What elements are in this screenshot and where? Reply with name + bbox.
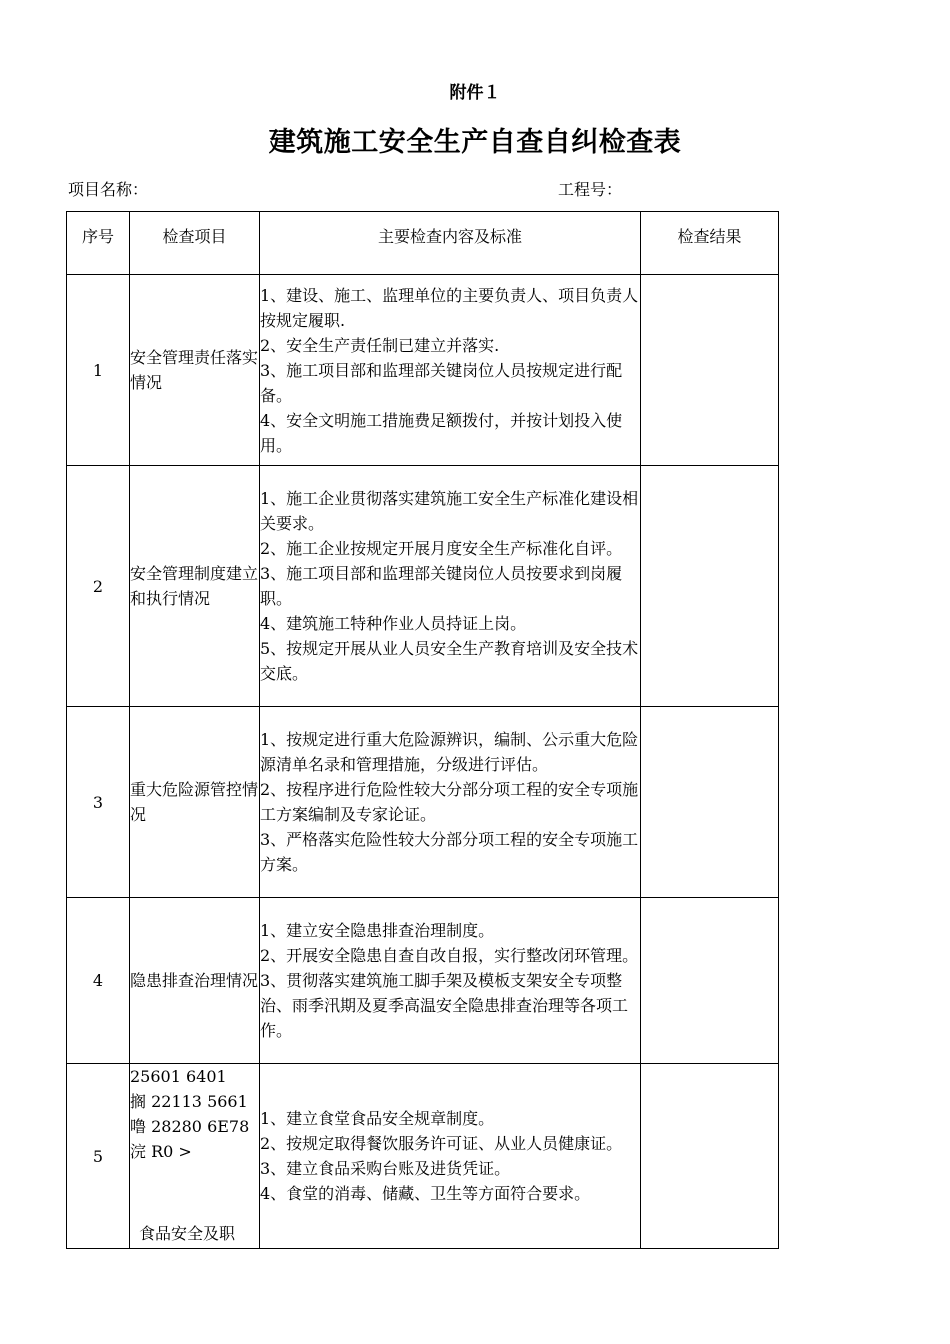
check-content — [260, 275, 641, 466]
project-code-label: 工程号： — [558, 180, 623, 199]
check-result-cell[interactable] — [641, 275, 779, 466]
check-result-cell[interactable] — [641, 466, 779, 707]
check-result-cell[interactable] — [641, 707, 779, 898]
content-line: 5、按规定开展从业人员安全生产教育培训及安全技术交底。 — [260, 639, 639, 683]
content-line: 2、按规定取得餐饮服务许可证、从业人员健康证。 — [260, 1134, 623, 1153]
content-line: 3、建立食品采购台账及进货凭证。 — [260, 1159, 511, 1178]
content-line: 2、安全生产责任制已建立并落实. — [260, 335, 500, 355]
table-row — [67, 275, 779, 466]
table-row — [67, 898, 779, 1064]
content-line: 1、建立食堂食品安全规章制度。 — [260, 1109, 495, 1128]
check-content — [260, 466, 641, 707]
content-line: 1、施工企业贯彻落实建筑施工安全生产标准化建设相关要求。 — [260, 489, 639, 533]
column-header-item: 检查项目 — [130, 212, 260, 275]
table-header-row — [67, 212, 779, 275]
check-item: 安全管理制度建立和执行情况 — [130, 466, 260, 707]
content-line: 1、建设、施工、监理单位的主要负责人、项目负责人按规定履职. — [260, 285, 639, 330]
content-line: 4、建筑施工特种作业人员持证上岗。 — [260, 614, 527, 633]
row-number: 4 — [67, 898, 130, 1064]
row-number: 5 — [67, 1064, 130, 1249]
content-line: 2、开展安全隐患自查自改自报，实行整改闭环管理。 — [260, 946, 639, 965]
row-number: 3 — [67, 707, 130, 898]
garbled-text-line: 噜 28280 6E78 — [130, 1117, 250, 1136]
check-result-cell[interactable] — [641, 898, 779, 1064]
table-row — [67, 466, 779, 707]
check-content — [260, 898, 641, 1064]
content-line: 4、食堂的消毒、储藏、卫生等方面符合要求。 — [260, 1184, 591, 1203]
garbled-text-line: 搁 22113 5661 — [130, 1092, 248, 1111]
content-line: 2、按程序进行危险性较大分部分项工程的安全专项施工方案编制及专家论证。 — [260, 780, 639, 824]
row-number: 1 — [67, 275, 130, 466]
check-item — [130, 1064, 260, 1249]
garbled-text-line: 浣 R0 > — [130, 1142, 192, 1161]
check-item: 安全管理责任落实情况 — [130, 275, 260, 466]
project-name-label: 项目名称： — [68, 180, 149, 199]
content-line: 1、按规定进行重大危险源辨识，编制、公示重大危险源清单名录和管理措施，分级进行评估。 — [260, 730, 639, 774]
column-header-content: 主要检查内容及标准 — [260, 212, 641, 275]
content-line: 1、建立安全隐患排查治理制度。 — [260, 921, 495, 940]
attachment-label: 附件１ — [449, 83, 501, 103]
page-title: 建筑施工安全生产自查自纠检查表 — [268, 127, 682, 158]
content-line: 3、严格落实危险性较大分部分项工程的安全专项施工方案。 — [260, 830, 639, 874]
check-item: 隐患排查治理情况 — [130, 898, 260, 1064]
check-item-label: 食品安全及职 — [139, 1224, 236, 1243]
check-content — [260, 707, 641, 898]
inspection-table — [66, 211, 779, 1249]
column-header-result: 检查结果 — [641, 212, 779, 275]
content-line: 3、贯彻落实建筑施工脚手架及模板支架安全专项整治、雨季汛期及夏季高温安全隐患排查治理等各项工作。 — [260, 971, 629, 1040]
table-row — [67, 1064, 779, 1249]
content-line: 4、安全文明施工措施费足额拨付，并按计划投入使用。 — [260, 410, 623, 455]
content-line: 3、施工项目部和监理部关键岗位人员按要求到岗履职。 — [260, 564, 623, 608]
content-line: 3、施工项目部和监理部关键岗位人员按规定进行配备。 — [260, 360, 623, 405]
check-result-cell[interactable] — [641, 1064, 779, 1249]
garbled-text-line: 25601 6401 — [130, 1067, 227, 1086]
row-number: 2 — [67, 466, 130, 707]
column-header-no: 序号 — [67, 212, 130, 275]
table-row — [67, 707, 779, 898]
check-content — [260, 1064, 641, 1249]
check-item: 重大危险源管控情况 — [130, 707, 260, 898]
content-line: 2、施工企业按规定开展月度安全生产标准化自评。 — [260, 539, 623, 558]
